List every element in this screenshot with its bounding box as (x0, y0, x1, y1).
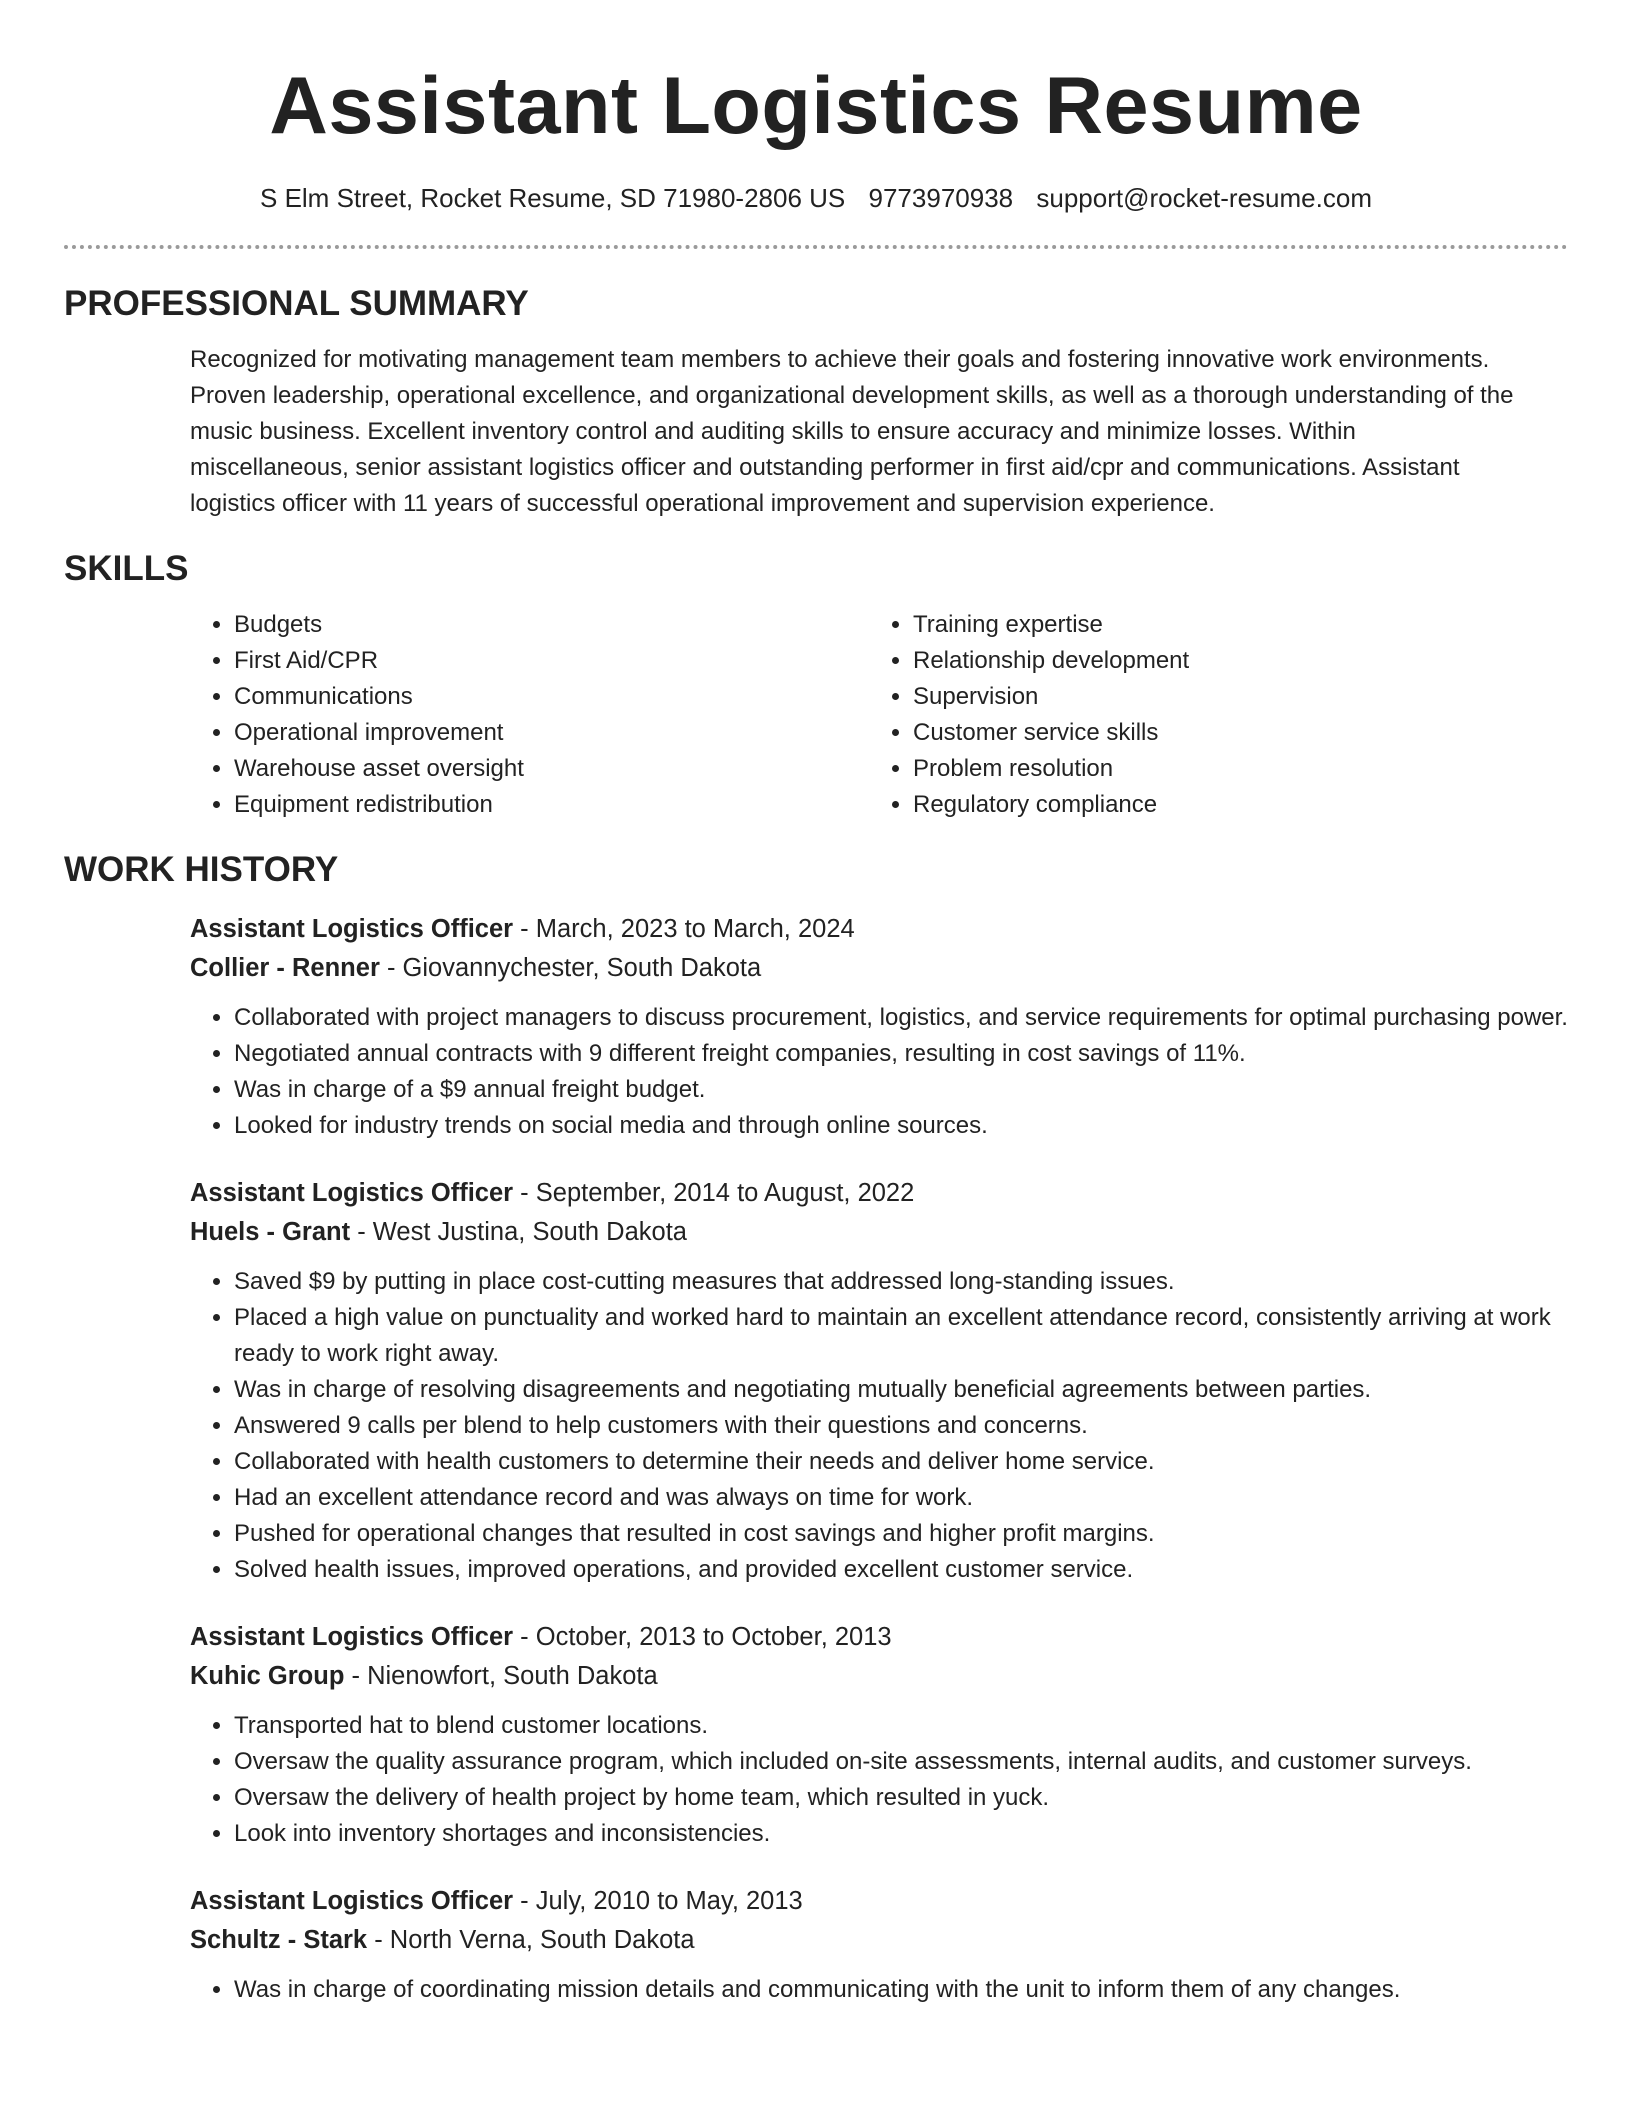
job-dates: - September, 2014 to August, 2022 (513, 1179, 915, 1207)
summary-line: music business. Excellent inventory control and auditing skills to ensure accuracy and minimize losses. Within (190, 418, 1356, 445)
skill-item: • Warehouse asset oversight (234, 751, 869, 787)
job-entry (64, 1882, 1568, 2008)
contact-email: support@rocket-resume.com (1036, 183, 1372, 213)
skills-heading: SKILLS (64, 549, 189, 588)
job-company-line (190, 949, 1568, 988)
job-company: Schultz - Stark (190, 1926, 368, 1954)
contact-address: S Elm Street, Rocket Resume, SD 71980-2806 US (260, 183, 846, 213)
job-location: - West Justina, South Dakota (350, 1218, 687, 1246)
work-history-heading: WORK HISTORY (64, 850, 339, 889)
job-title-line (190, 1618, 1568, 1657)
job-company-line (190, 1921, 1568, 1960)
skills-list (64, 607, 1568, 823)
skills-column-left (190, 607, 869, 823)
job-company-line (190, 1657, 1568, 1696)
work-history-section (64, 849, 1568, 2008)
job-dates: - October, 2013 to October, 2013 (513, 1623, 892, 1651)
job-location: - North Verna, South Dakota (367, 1926, 695, 1954)
job-bullet: • Oversaw the quality assurance program, which included on-site assessments, internal audits, and customer surveys. (234, 1744, 1568, 1780)
job-bullet: • Transported hat to blend customer locations. (234, 1708, 1568, 1744)
job-bullet: • Saved $9 by putting in place cost-cutting measures that addressed long-standing issues. (234, 1264, 1568, 1300)
skill-item: • Customer service skills (913, 715, 1509, 751)
summary-section (64, 283, 1568, 522)
job-bullet: • Placed a high value on punctuality and worked hard to maintain an excellent attendance record, consistently arriving at work ready to work right away. (234, 1300, 1568, 1372)
job-title: Assistant Logistics Officer (190, 1623, 514, 1651)
header-divider (64, 245, 1568, 249)
job-dates: - March, 2023 to March, 2024 (513, 915, 855, 943)
summary-line: Proven leadership, operational excellence, and organizational development skills, as well as a thorough understanding of the (190, 382, 1514, 409)
job-bullets (190, 1972, 1568, 2008)
skills-section (64, 548, 1568, 823)
summary-text (190, 342, 1568, 522)
summary-line: miscellaneous, senior assistant logistics officer and outstanding performer in first aid/cpr and communications. Assistant (190, 454, 1460, 481)
skill-item: • Supervision (913, 679, 1509, 715)
job-bullet: • Solved health issues, improved operations, and provided excellent customer service. (234, 1552, 1568, 1588)
job-company: Huels - Grant (190, 1218, 351, 1246)
skill-item: • Budgets (234, 607, 869, 643)
job-location: - Giovannychester, South Dakota (379, 954, 762, 982)
skill-item: • Operational improvement (234, 715, 869, 751)
job-bullet: • Negotiated annual contracts with 9 different freight companies, resulting in cost savings of 11%. (234, 1036, 1568, 1072)
job-bullet: • Collaborated with health customers to determine their needs and deliver home service. (234, 1444, 1568, 1480)
summary-line: Recognized for motivating management team members to achieve their goals and fostering innovative work environments. (190, 346, 1490, 373)
skills-column-right (869, 607, 1509, 823)
job-bullet: • Was in charge of resolving disagreements and negotiating mutually beneficial agreements between parties. (234, 1372, 1568, 1408)
skill-item: • Regulatory compliance (913, 787, 1509, 823)
job-title-line (190, 1174, 1568, 1213)
job-location: - Nienowfort, South Dakota (344, 1662, 658, 1690)
job-bullet: • Collaborated with project managers to discuss procurement, logistics, and service requirements for optimal purchasing power. (234, 1000, 1568, 1036)
job-bullets (190, 1264, 1568, 1588)
job-bullet: • Pushed for operational changes that resulted in cost savings and higher profit margins. (234, 1516, 1568, 1552)
job-entry (64, 1618, 1568, 1852)
contact-info (64, 182, 1568, 214)
job-dates: - July, 2010 to May, 2013 (513, 1887, 803, 1915)
contact-phone: 9773970938 (868, 183, 1014, 213)
job-entry (64, 910, 1568, 1144)
skill-item: • Relationship development (913, 643, 1509, 679)
job-bullet: • Oversaw the delivery of health project by home team, which resulted in yuck. (234, 1780, 1568, 1816)
job-bullet: • Had an excellent attendance record and was always on time for work. (234, 1480, 1568, 1516)
summary-heading: PROFESSIONAL SUMMARY (64, 284, 529, 323)
job-bullets (190, 1000, 1568, 1144)
job-bullet: • Was in charge of coordinating mission details and communicating with the unit to inform them of any changes. (234, 1972, 1568, 2008)
job-entry (64, 1174, 1568, 1588)
skill-item: • Communications (234, 679, 869, 715)
job-bullet: • Was in charge of a $9 annual freight budget. (234, 1072, 1568, 1108)
job-company: Kuhic Group (190, 1662, 345, 1690)
skill-item: • Equipment redistribution (234, 787, 869, 823)
job-title-line (190, 910, 1568, 949)
job-company: Collier - Renner (190, 954, 380, 982)
job-bullet: • Answered 9 calls per blend to help customers with their questions and concerns. (234, 1408, 1568, 1444)
job-bullets (190, 1708, 1568, 1852)
resume-title: Assistant Logistics Resume (269, 61, 1363, 151)
skill-item: • Training expertise (913, 607, 1509, 643)
job-title: Assistant Logistics Officer (190, 1179, 514, 1207)
job-bullet: • Look into inventory shortages and inconsistencies. (234, 1816, 1568, 1852)
summary-line: logistics officer with 11 years of successful operational improvement and supervision experience. (190, 490, 1215, 517)
job-title-line (190, 1882, 1568, 1921)
skill-item: • First Aid/CPR (234, 643, 869, 679)
skill-item: • Problem resolution (913, 751, 1509, 787)
job-bullet: • Looked for industry trends on social media and through online sources. (234, 1108, 1568, 1144)
job-title: Assistant Logistics Officer (190, 915, 514, 943)
job-company-line (190, 1213, 1568, 1252)
job-title: Assistant Logistics Officer (190, 1887, 514, 1915)
